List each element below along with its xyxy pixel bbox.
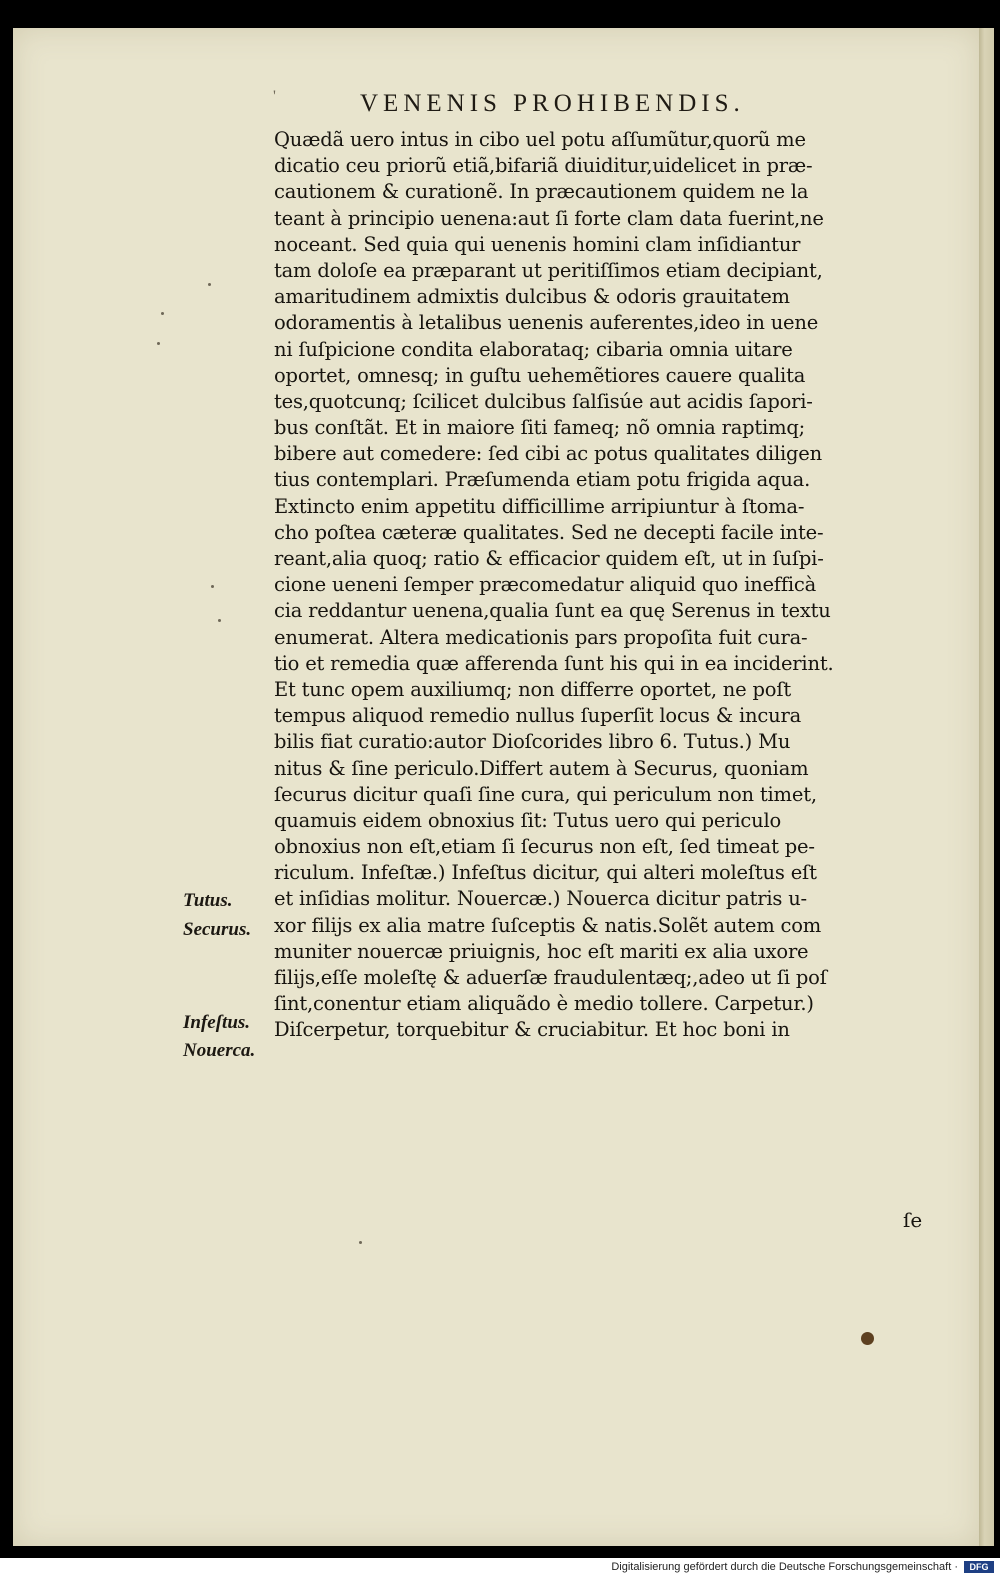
margin-note-nouerca: Nouerca. — [183, 1040, 256, 1061]
text-line: Et tunc opem auxiliumq; non differre oportet, ne poſt — [274, 677, 791, 701]
text-line: tam doloſe ea præparant ut peritiſſimos etiam decipiant, — [274, 258, 823, 282]
paper-speck — [218, 619, 221, 622]
text-line: odoramentis à letalibus uenenis auferentes,ideo in uene — [274, 311, 819, 335]
text-line: ſecurus dicitur quaſi ſine cura, qui periculum non timet, — [274, 782, 817, 806]
dfg-logo-icon: DFG — [964, 1561, 994, 1573]
margin-note-tutus: Tutus. — [183, 890, 233, 911]
text-line: dicatio ceu priorũ etiã,bifariã diuiditur,uidelicet in præ- — [274, 154, 813, 178]
funding-notice: Digitalisierung gefördert durch die Deutsche Forschungsgemeinschaft · — [611, 1561, 958, 1573]
main-text-block — [274, 127, 944, 1044]
paper-speck — [161, 312, 164, 315]
running-head-mark: ' — [273, 88, 276, 105]
paper-speck — [359, 1241, 362, 1244]
text-line: reant,alia quoq; ratio & efficacior quidem eſt, ut in ſuſpi- — [274, 547, 824, 570]
text-line: cautionem & curationẽ. In præcautionem quidem ne la — [274, 180, 809, 204]
paper-speck — [208, 283, 211, 286]
page-edge — [978, 28, 994, 1546]
text-line: bibere aut comedere: ſed cibi ac potus qualitates diligen — [274, 442, 823, 466]
text-line: Diſcerpetur, torquebitur & cruciabitur. Et hoc boni in — [274, 1018, 790, 1042]
text-line: quamuis eidem obnoxius ſit: Tutus uero qui periculo — [274, 808, 782, 832]
text-line: et inſidias molitur. Nouercæ.) Nouerca dicitur patris u- — [274, 887, 807, 911]
catchword: ſe — [903, 1208, 923, 1232]
margin-note-securus: Securus. — [183, 919, 252, 940]
text-line: cione ueneni ſemper præcomedatur aliquid quo inefficà — [274, 573, 817, 597]
text-line: ni ſuſpicione condita elaborataq; cibaria omnia uitare — [274, 337, 793, 361]
paper-speck — [211, 585, 214, 588]
text-line: bus conſtãt. Et in maiore ſiti fameq; nõ omnia raptimq; — [274, 416, 806, 440]
margin-note-infestus: Infeſtus. — [183, 1012, 251, 1033]
footer-bar — [0, 1558, 1000, 1577]
text-line: nitus & ſine periculo.Differt autem à Securus, quoniam — [274, 756, 809, 780]
text-line: tio et remedia quæ afferenda ſunt his qui in ea inciderint. — [274, 651, 834, 675]
text-line: riculum. Infeſtæ.) Infeſtus dicitur, qui alteri moleſtus eſt — [274, 861, 817, 885]
running-head: VENENIS PROHIBENDIS. — [360, 90, 745, 117]
text-line: enumerat. Altera medicationis pars propoſita fuit cura- — [274, 625, 808, 649]
text-line: tius contemplari. Præſumenda etiam potu frigida aqua. — [274, 468, 811, 492]
text-line: muniter nouercæ priuignis, hoc eſt mariti ex alia uxore — [274, 939, 809, 963]
text-line: tempus aliquod remedio nullus ſuperſit locus & incura — [274, 704, 802, 728]
text-line: amaritudinem admixtis dulcibus & odoris grauitatem — [274, 285, 790, 309]
text-line: obnoxius non eſt,etiam ſi ſecurus non eſt, ſed timeat pe- — [274, 835, 815, 859]
text-line: ſint,conentur etiam aliquãdo è medio tollere. Carpetur.) — [274, 992, 814, 1016]
text-line: filijs,eſſe moleſtę & aduerſæ fraudulentæq;,adeo ut ſi poſ — [274, 966, 827, 989]
text-line: oportet, omnesq; in guſtu uehemẽtiores cauere qualita — [274, 363, 806, 387]
paper-speck — [157, 342, 160, 345]
text-line: teant à principio uenena:aut ſi forte clam data fuerint,ne — [274, 206, 824, 230]
text-line: Quædã uero intus in cibo uel potu aſſumũtur,quorũ me — [274, 128, 806, 151]
text-line: Extincto enim appetitu difficillime arripiuntur à ſtoma- — [274, 494, 805, 518]
text-line: bilis fiat curatio:autor Dioſcorides libro 6. Tutus.) Mu — [274, 730, 791, 754]
text-line: tes,quotcunq; ſcilicet dulcibus ſalſisúe aut acidis ſapori- — [274, 389, 813, 413]
text-line: xor filijs ex alia matre ſuſceptis & natis.Solẽt autem com — [274, 913, 822, 937]
text-line: cia reddantur uenena,qualia ſunt ea quę Serenus in textu — [274, 599, 831, 623]
text-line: noceant. Sed quia qui uenenis homini clam inſidiantur — [274, 232, 801, 256]
text-line: cho poſtea cæteræ qualitates. Sed ne decepti facile inte- — [274, 520, 824, 544]
ink-stain — [861, 1332, 874, 1345]
